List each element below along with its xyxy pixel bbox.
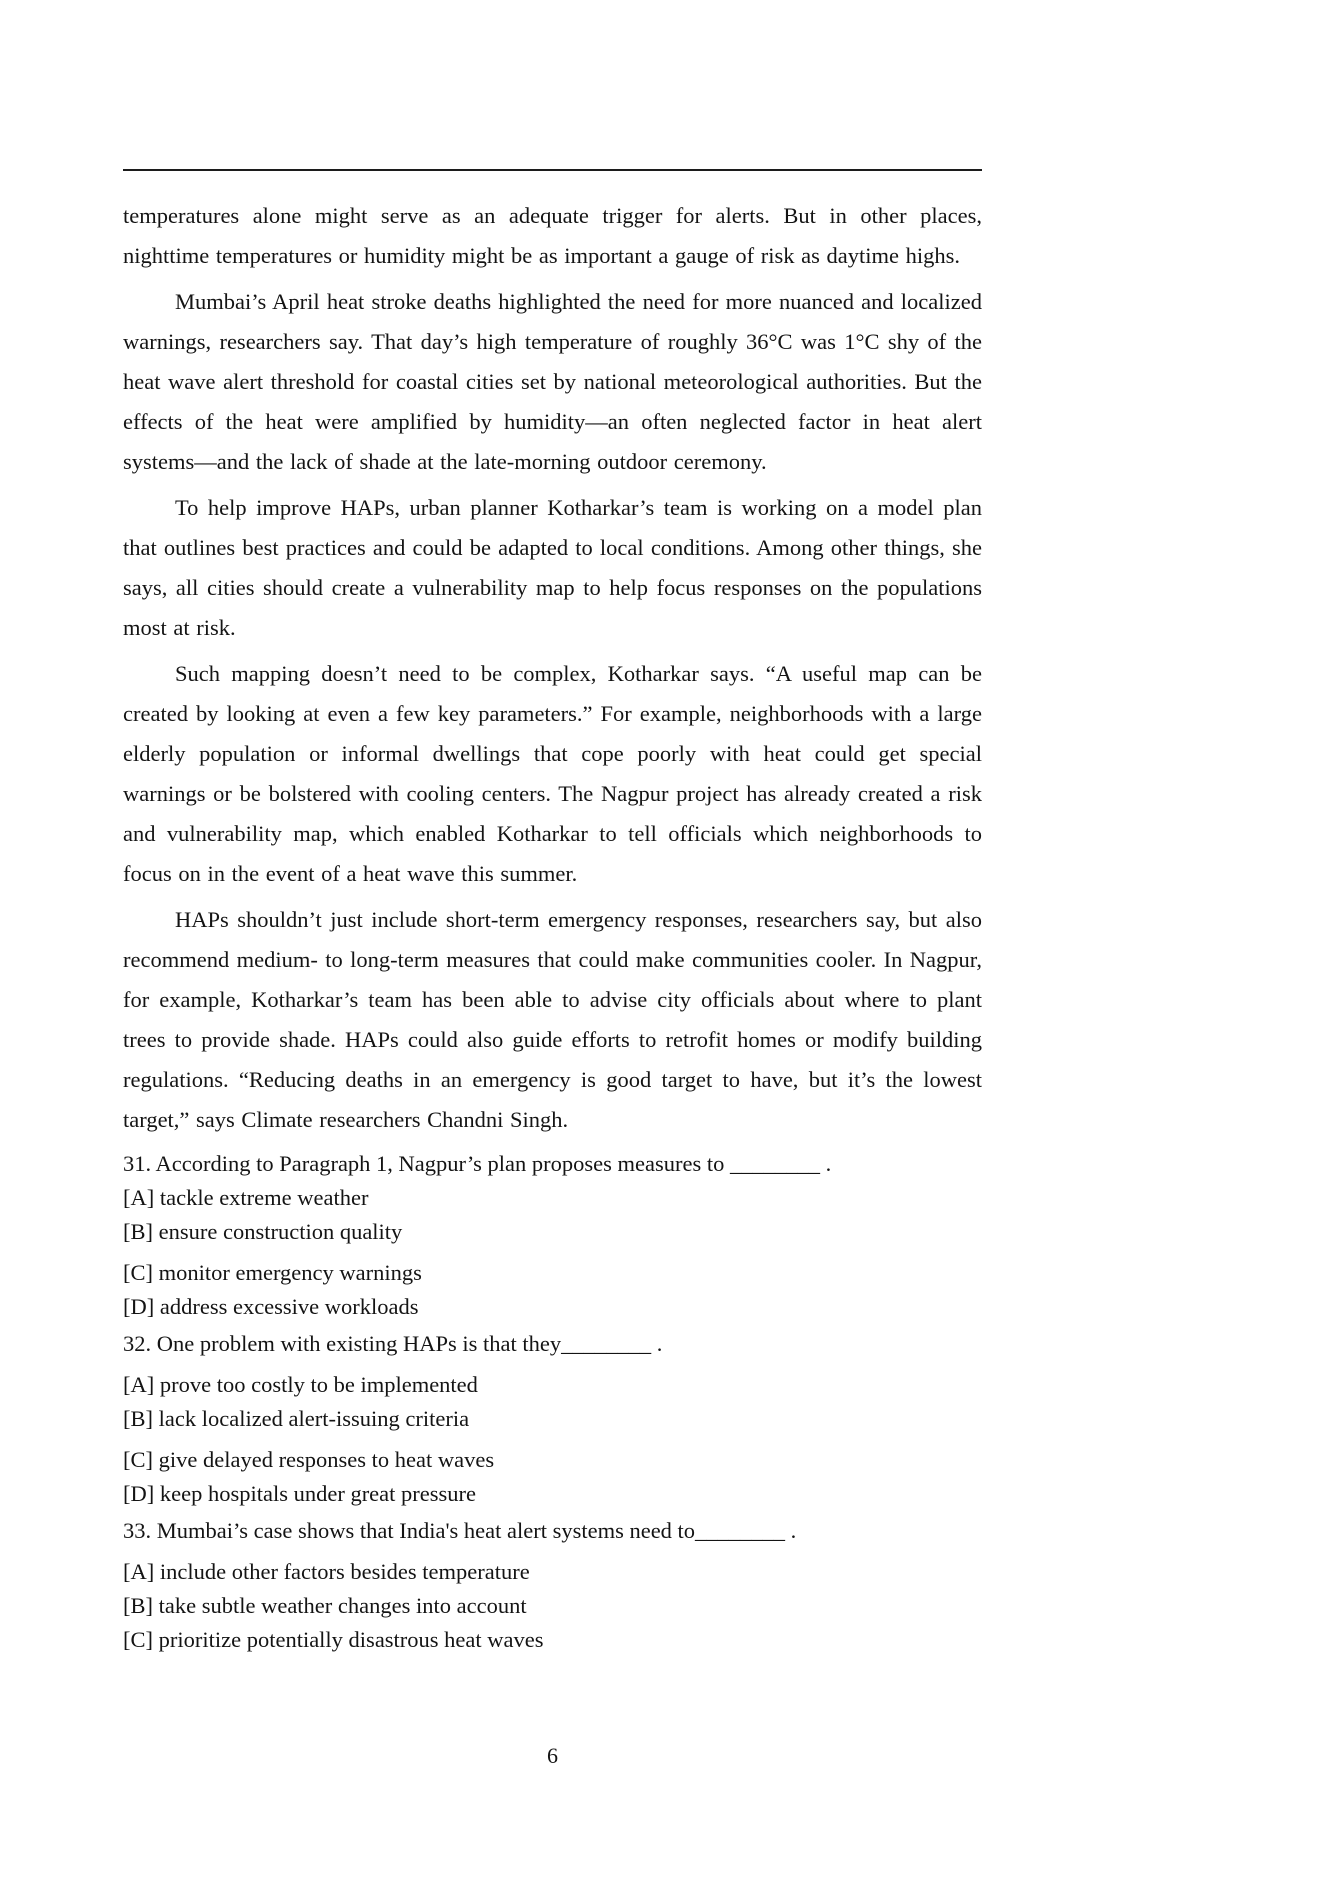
question-33-stem: 33. Mumbai’s case shows that India's heat alert systems need to________ . xyxy=(123,1518,797,1543)
question-31-option-b: [B] ensure construction quality xyxy=(123,1219,403,1244)
header-rule xyxy=(123,169,982,171)
question-32-option-a: [A] prove too costly to be implemented xyxy=(123,1372,478,1397)
question-33-option-a: [A] include other factors besides temperature xyxy=(123,1559,530,1584)
question-32-option-b: [B] lack localized alert-issuing criteria xyxy=(123,1406,470,1431)
passage-paragraph-long-term: HAPs shouldn’t just include short-term emergency responses, researchers say, but also recommend medium- to long-term measures that could make communities cooler. In Nagpur, for example, Kotharkar’s team has been able to advise city officials about where to plant trees to provide shade. HAPs could also guide efforts to retrofit homes or modify building regulations. “Reducing deaths in an emergency is good target to have, but it’s the lowest target,” says Climate researchers Chandni Singh. xyxy=(123,907,982,1132)
question-31-option-c: [C] monitor emergency warnings xyxy=(123,1260,422,1285)
question-32 xyxy=(123,1326,982,1511)
question-33-option-b: [B] take subtle weather changes into account xyxy=(123,1593,527,1618)
page-content xyxy=(123,196,982,1657)
passage-paragraph-model-plan: To help improve HAPs, urban planner Kotharkar’s team is working on a model plan that outlines best practices and could be adapted to local conditions. Among other things, she says, all cities should create a vulnerability map to help focus responses on the populations most at risk. xyxy=(123,495,982,640)
question-32-stem: 32. One problem with existing HAPs is that they________ . xyxy=(123,1331,663,1356)
passage-paragraph-mapping: Such mapping doesn’t need to be complex, Kotharkar says. “A useful map can be created by looking at even a few key parameters.” For example, neighborhoods with a large elderly population or informal dwellings that cope poorly with heat could get special warnings or be bolstered with cooling centers. The Nagpur project has already created a risk and vulnerability map, which enabled Kotharkar to tell officials which neighborhoods to focus on in the event of a heat wave this summer. xyxy=(123,661,982,886)
page-number: 6 xyxy=(547,1743,558,1768)
question-31-option-d: [D] address excessive workloads xyxy=(123,1294,419,1319)
question-33 xyxy=(123,1513,982,1657)
question-31 xyxy=(123,1146,982,1324)
question-33-option-c: [C] prioritize potentially disastrous heat waves xyxy=(123,1627,544,1652)
question-31-option-a: [A] tackle extreme weather xyxy=(123,1185,369,1210)
question-32-option-c: [C] give delayed responses to heat waves xyxy=(123,1447,495,1472)
passage-paragraph-mumbai: Mumbai’s April heat stroke deaths highlighted the need for more nuanced and localized warnings, researchers say. That day’s high temperature of roughly 36°C was 1°C shy of the heat wave alert threshold for coastal cities set by national meteorological authorities. But the effects of the heat were amplified by humidity—an often neglected factor in heat alert systems—and the lack of shade at the late-morning outdoor ceremony. xyxy=(123,289,982,474)
question-32-option-d: [D] keep hospitals under great pressure xyxy=(123,1481,477,1506)
question-31-stem: 31. According to Paragraph 1, Nagpur’s plan proposes measures to ________ . xyxy=(123,1151,832,1176)
passage-paragraph-continuation: temperatures alone might serve as an adequate trigger for alerts. But in other places, nighttime temperatures or humidity might be as important a gauge of risk as daytime highs. xyxy=(123,203,982,268)
